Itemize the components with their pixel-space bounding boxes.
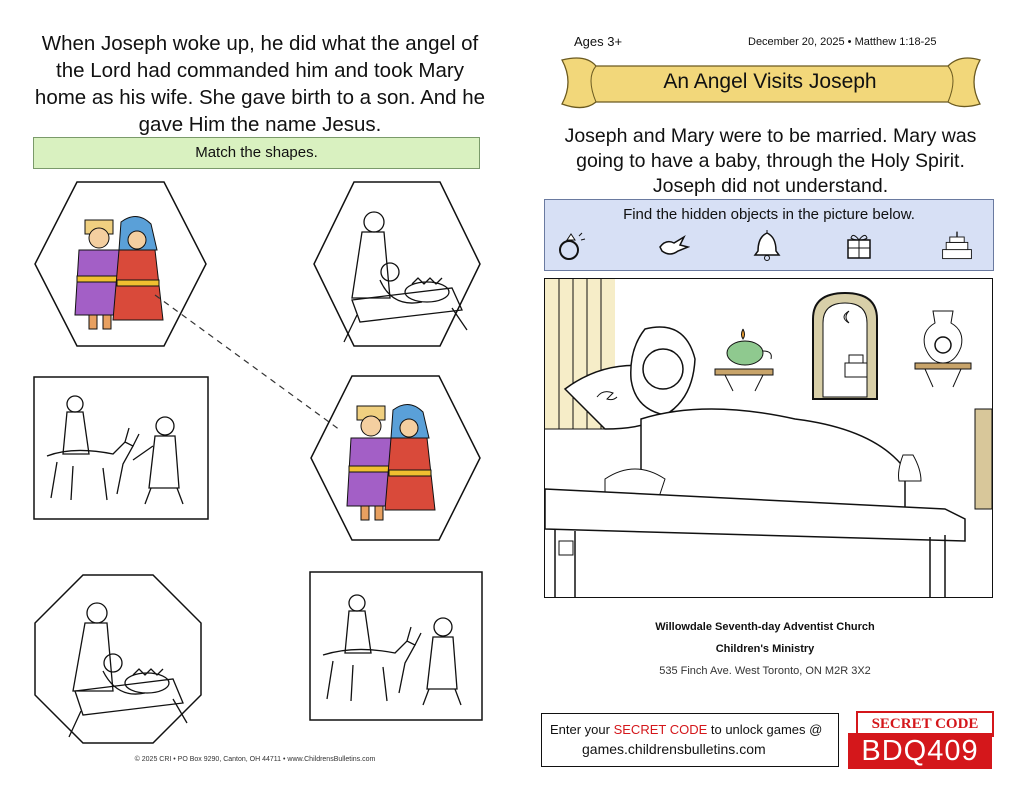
- hidden-objects-box: [544, 199, 994, 271]
- octagon-nativity[interactable]: [33, 573, 203, 745]
- secret-code-box: [541, 713, 839, 767]
- right-story-text: Joseph and Mary were to be married. Mary was going to have a baby, through the Holy Spirit. Joseph did not understand.: [564, 125, 977, 197]
- dove-icon: [655, 228, 691, 264]
- hidden-objects-title: Find the hidden objects in the picture below.: [623, 206, 915, 223]
- rectangle-journey-right[interactable]: [309, 571, 483, 721]
- secret-code-emphasis: SECRET CODE: [613, 722, 708, 737]
- church-address: 535 Finch Ave. West Toronto, ON M2R 3X2: [659, 665, 871, 677]
- instruction-suffix: to unlock games @: [707, 722, 823, 737]
- gift-icon: [841, 228, 877, 264]
- page-title: An Angel Visits Joseph: [663, 70, 877, 93]
- match-instruction-bar: Match the shapes.: [33, 137, 480, 169]
- secret-code-tag: SECRET CODE: [856, 711, 994, 737]
- church-info: [560, 616, 970, 682]
- cake-icon: [939, 228, 975, 264]
- church-name: Willowdale Seventh-day Adventist Church: [655, 621, 875, 633]
- secret-code-instruction: [550, 722, 822, 737]
- match-dashed-line: [150, 290, 350, 440]
- copyright-footer: © 2025 CRI • PO Box 9290, Canton, OH 44711 • www.ChildrensBulletins.com: [134, 756, 376, 763]
- age-label: Ages 3+: [574, 34, 623, 49]
- secret-code-value: BDQ409: [848, 733, 992, 769]
- bedroom-scene-picture: [544, 278, 993, 598]
- left-story-text: When Joseph woke up, he did what the angel of the Lord had commanded him and took Mary home as his wife. She gave birth to a son. And he gave Him the name Jesus.: [34, 32, 486, 136]
- bell-icon: [749, 228, 785, 264]
- church-ministry: Children's Ministry: [715, 643, 815, 655]
- instruction-prefix: Enter your: [550, 722, 614, 737]
- games-url-link[interactable]: games.childrensbulletins.com: [582, 741, 766, 757]
- date-reference: December 20, 2025 • Matthew 1:18-25: [748, 36, 937, 48]
- ring-icon: [553, 228, 589, 264]
